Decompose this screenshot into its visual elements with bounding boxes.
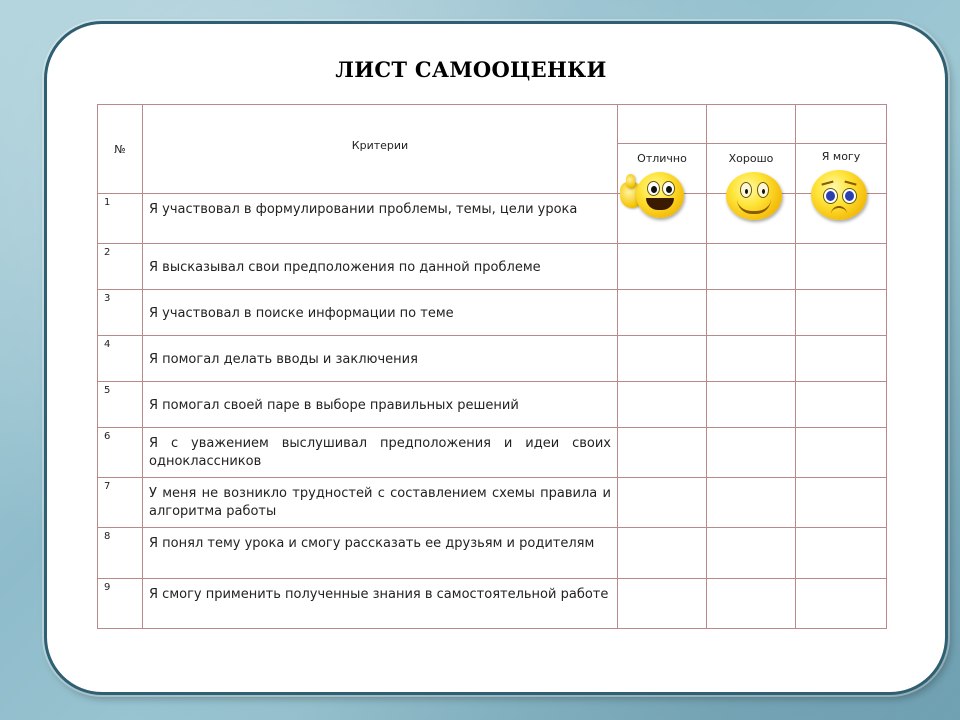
row-criterion: Я участвовал в формулировании проблемы, темы, цели урока: [143, 194, 618, 244]
row-criterion: Я понял тему урока и смогу рассказать ее друзьям и родителям: [143, 528, 618, 579]
row-number: 3: [98, 290, 143, 336]
table-row: [98, 336, 887, 382]
score-cell-good[interactable]: [707, 336, 796, 382]
row-number: 4: [98, 336, 143, 382]
score-cell-excellent[interactable]: [618, 428, 707, 478]
smiling-smiley-icon: [724, 172, 784, 222]
table-row: [98, 478, 887, 528]
score-cell-excellent[interactable]: [618, 290, 707, 336]
table-row: [98, 528, 887, 579]
row-criterion: Я смогу применить полученные знания в самостоятельной работе: [143, 579, 618, 629]
table-row: [98, 382, 887, 428]
header-row: [98, 105, 887, 144]
row-criterion: Я помогал делать вводы и заключения: [143, 336, 618, 382]
score-cell-excellent[interactable]: [618, 382, 707, 428]
score-cell-good[interactable]: [707, 528, 796, 579]
level-excellent-label: Отлично: [618, 144, 707, 194]
thumb-icon: [626, 174, 635, 188]
score-cell-excellent[interactable]: [618, 528, 707, 579]
page-title: ЛИСТ САМООЦЕНКИ: [335, 57, 607, 82]
header-number: №: [98, 105, 143, 194]
table-row: [98, 290, 887, 336]
score-cell-excellent[interactable]: [618, 336, 707, 382]
score-cell-can[interactable]: [796, 579, 887, 629]
score-cell-can[interactable]: [796, 336, 887, 382]
level-can-label: Я могу: [796, 144, 887, 194]
pleading-smiley-icon: [810, 170, 870, 222]
row-number: 8: [98, 528, 143, 579]
row-number: 7: [98, 478, 143, 528]
row-number: 2: [98, 244, 143, 290]
score-cell-excellent[interactable]: [618, 579, 707, 629]
score-cell-can[interactable]: [796, 478, 887, 528]
row-criterion: Я участвовал в поиске информации по теме: [143, 290, 618, 336]
thumbs-up-smiley-icon: [620, 172, 692, 220]
score-cell-good[interactable]: [707, 290, 796, 336]
score-cell-good[interactable]: [707, 478, 796, 528]
score-cell-good[interactable]: [707, 382, 796, 428]
header-blank-1: [618, 105, 707, 144]
smiley-face: [636, 172, 684, 218]
row-criterion: Я с уважением выслушивал предположения и идеи своих одноклассников: [143, 428, 618, 478]
table-row: [98, 428, 887, 478]
score-cell-can[interactable]: [796, 528, 887, 579]
smiley-face: [726, 172, 782, 220]
row-number: 6: [98, 428, 143, 478]
table-row: [98, 244, 887, 290]
row-criterion: Я помогал своей паре в выборе правильных решений: [143, 382, 618, 428]
row-number: 5: [98, 382, 143, 428]
score-cell-can[interactable]: [796, 428, 887, 478]
header-blank-2: [707, 105, 796, 144]
row-criterion: У меня не возникло трудностей с составлением схемы правила и алгоритма работы: [143, 478, 618, 528]
header-criteria: Критерии: [143, 105, 618, 194]
score-cell-excellent[interactable]: [618, 478, 707, 528]
score-cell-excellent[interactable]: [618, 244, 707, 290]
row-number: 1: [98, 194, 143, 244]
score-cell-can[interactable]: [796, 244, 887, 290]
header-blank-3: [796, 105, 887, 144]
table-row: [98, 579, 887, 629]
row-number: 9: [98, 579, 143, 629]
score-cell-good[interactable]: [707, 244, 796, 290]
score-cell-can[interactable]: [796, 382, 887, 428]
score-cell-good[interactable]: [707, 428, 796, 478]
level-good-label: Хорошо: [707, 144, 796, 194]
score-cell-good[interactable]: [707, 579, 796, 629]
smiley-face: [811, 170, 867, 220]
row-criterion: Я высказывал свои предположения по данной проблеме: [143, 244, 618, 290]
score-cell-can[interactable]: [796, 290, 887, 336]
